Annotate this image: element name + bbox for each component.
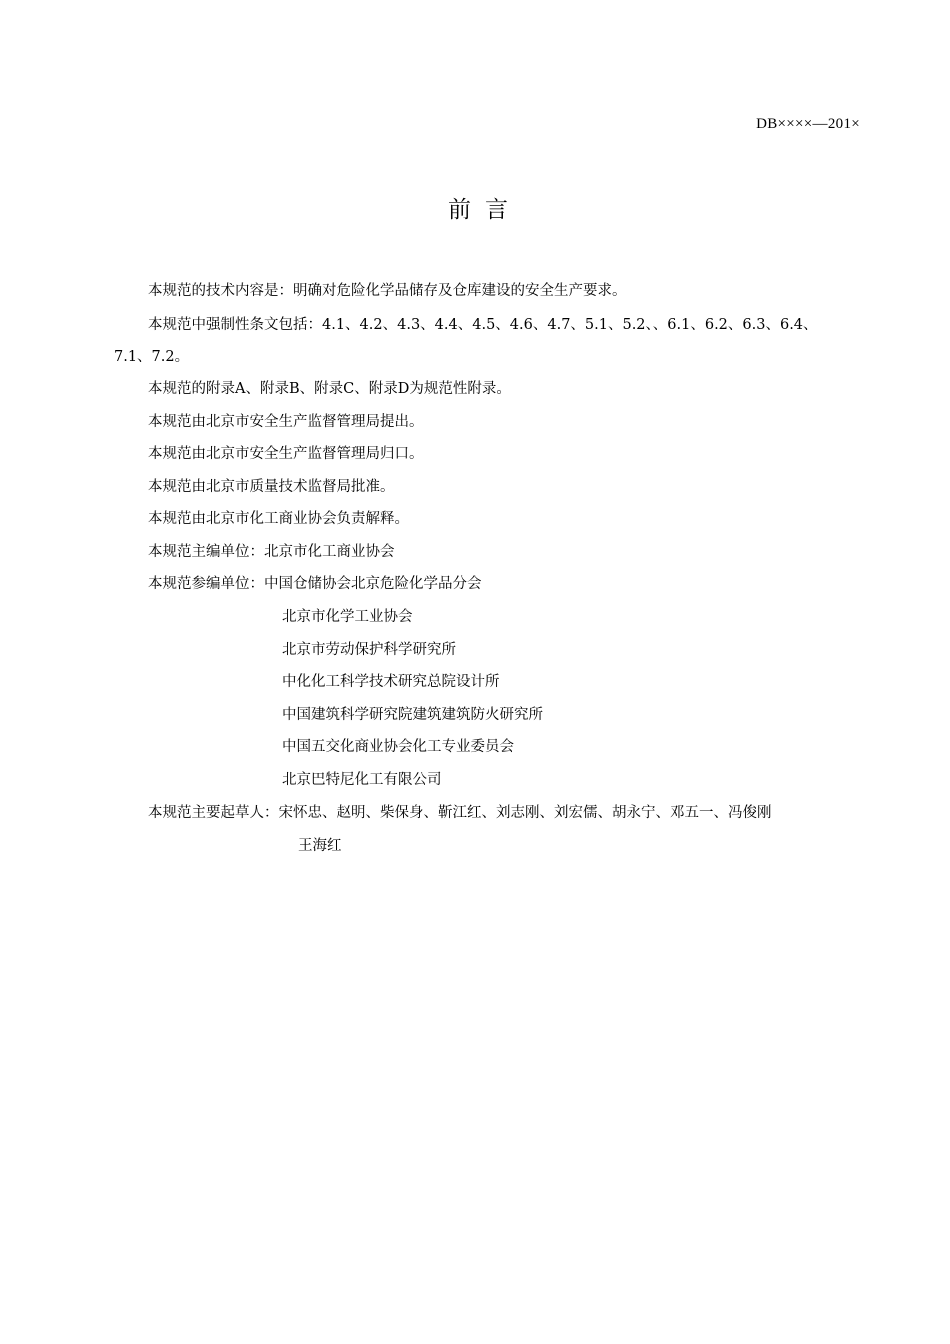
paragraph-drafters-cont: 王海红 xyxy=(298,838,342,854)
paragraph-interpreted-by: 本规范由北京市化工商业协会负责解释。 xyxy=(148,511,409,527)
page-title: 前言 xyxy=(448,197,522,223)
participant-org: 中国五交化商业协会化工专业委员会 xyxy=(282,739,514,755)
paragraph-approved-by: 本规范由北京市质量技术监督局批准。 xyxy=(148,479,395,495)
paragraph-mandatory-clauses-cont: 7.1、7.2。 xyxy=(114,349,190,365)
paragraph-appendices: 本规范的附录A、附录B、附录C、附录D为规范性附录。 xyxy=(148,381,511,397)
participant-org: 北京市劳动保护科学研究所 xyxy=(282,642,456,658)
paragraph-centralized-by: 本规范由北京市安全生产监督管理局归口。 xyxy=(148,446,424,462)
paragraph-drafters: 本规范主要起草人：宋怀忠、赵明、柴保身、靳江红、刘志刚、刘宏儒、胡永宁、邓五一、冯俊刚 xyxy=(148,805,772,821)
paragraph-technical-content: 本规范的技术内容是：明确对危险化学品储存及仓库建设的安全生产要求。 xyxy=(148,283,627,299)
document-code: DB××××—201× xyxy=(756,116,860,132)
paragraph-proposed-by: 本规范由北京市安全生产监督管理局提出。 xyxy=(148,414,424,430)
participant-org: 中国建筑科学研究院建筑建筑防火研究所 xyxy=(282,707,543,723)
paragraph-participants-label: 本规范参编单位：中国仓储协会北京危险化学品分会 xyxy=(148,576,482,592)
participant-org: 北京巴特尼化工有限公司 xyxy=(282,772,442,788)
participant-org: 北京市化学工业协会 xyxy=(282,609,413,625)
paragraph-chief-editor: 本规范主编单位：北京市化工商业协会 xyxy=(148,544,395,560)
paragraph-mandatory-clauses: 本规范中强制性条文包括：4.1、4.2、4.3、4.4、4.5、4.6、4.7、5.1、5.2、、6.1、6.2、6.3、6.4、 xyxy=(148,317,818,333)
participant-org: 中化化工科学技术研究总院设计所 xyxy=(282,674,500,690)
